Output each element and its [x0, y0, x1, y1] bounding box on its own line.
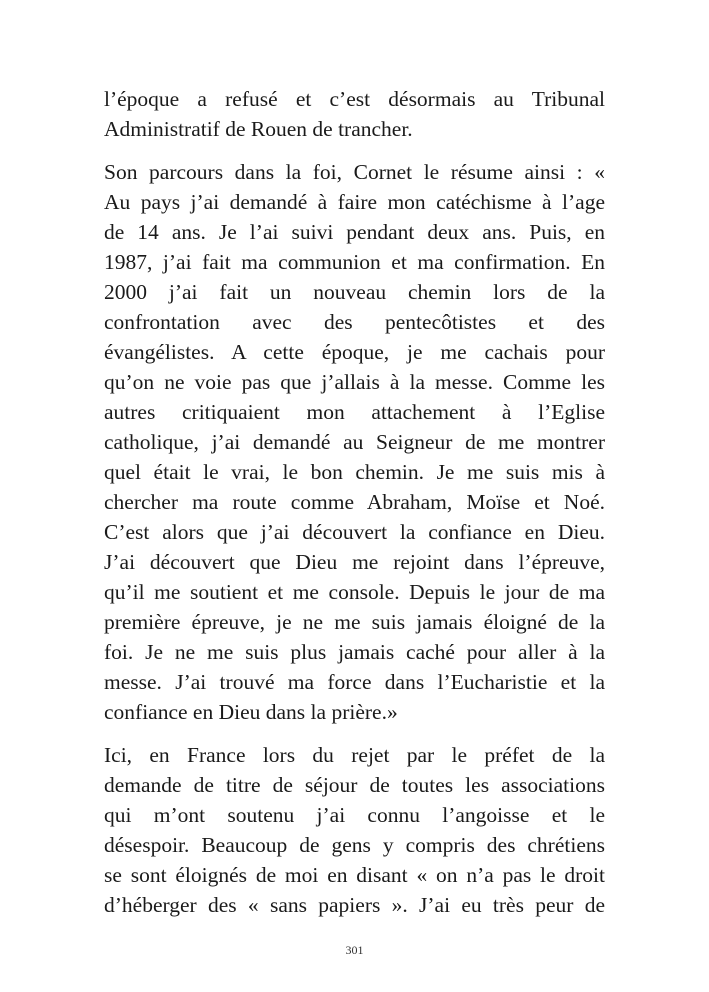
text-line: Ici, en France lors du rejet par le préfet de la	[104, 743, 605, 767]
text-line: qui m’ont soutenu j’ai connu l’angoisse et le	[104, 803, 605, 827]
text-line: Au pays j’ai demandé à faire mon catéchisme à l’age	[104, 190, 605, 214]
text-line: foi. Je ne me suis plus jamais caché pour aller à la	[104, 640, 605, 664]
text-line: autres critiquaient mon attachement à l’Eglise	[104, 400, 605, 424]
text-line: se sont éloignés de moi en disant « on n’a pas le droit	[104, 863, 605, 887]
text-line: chercher ma route comme Abraham, Moïse et Noé.	[104, 490, 605, 514]
text-line: qu’on ne voie pas que j’allais à la messe. Comme les	[104, 370, 605, 394]
text-line: quel était le vrai, le bon chemin. Je me suis mis à	[104, 460, 605, 484]
paragraph-3	[104, 740, 605, 920]
page-number: 301	[345, 943, 364, 957]
page-body	[104, 84, 605, 920]
text-line: confrontation avec des pentecôtistes et des	[104, 310, 605, 334]
text-line: demande de titre de séjour de toutes les associations	[104, 773, 605, 797]
text-line: catholique, j’ai demandé au Seigneur de me montrer	[104, 430, 605, 454]
text-line: désespoir. Beaucoup de gens y compris des chrétiens	[104, 833, 605, 857]
text-line: Administratif de Rouen de trancher.	[104, 117, 413, 141]
text-line: C’est alors que j’ai découvert la confiance en Dieu.	[104, 520, 605, 544]
text-line: 1987, j’ai fait ma communion et ma confirmation. En	[104, 250, 605, 274]
text-line: l’époque a refusé et c’est désormais au Tribunal	[104, 87, 605, 111]
text-line: J’ai découvert que Dieu me rejoint dans l’épreuve,	[104, 550, 605, 574]
text-line: de 14 ans. Je l’ai suivi pendant deux ans. Puis, en	[104, 220, 605, 244]
text-line: confiance en Dieu dans la prière.»	[104, 700, 398, 724]
text-line: qu’il me soutient et me console. Depuis le jour de ma	[104, 580, 605, 604]
text-line: Son parcours dans la foi, Cornet le résume ainsi : «	[104, 160, 605, 184]
text-line: d’héberger des « sans papiers ». J’ai eu très peur de	[104, 893, 605, 917]
text-line: évangélistes. A cette époque, je me cachais pour	[104, 340, 605, 364]
paragraph-2	[104, 157, 605, 727]
text-line: première épreuve, je ne me suis jamais éloigné de la	[104, 610, 605, 634]
text-line: messe. J’ai trouvé ma force dans l’Eucharistie et la	[104, 670, 605, 694]
text-line: 2000 j’ai fait un nouveau chemin lors de la	[104, 280, 605, 304]
paragraph-1	[104, 84, 605, 144]
